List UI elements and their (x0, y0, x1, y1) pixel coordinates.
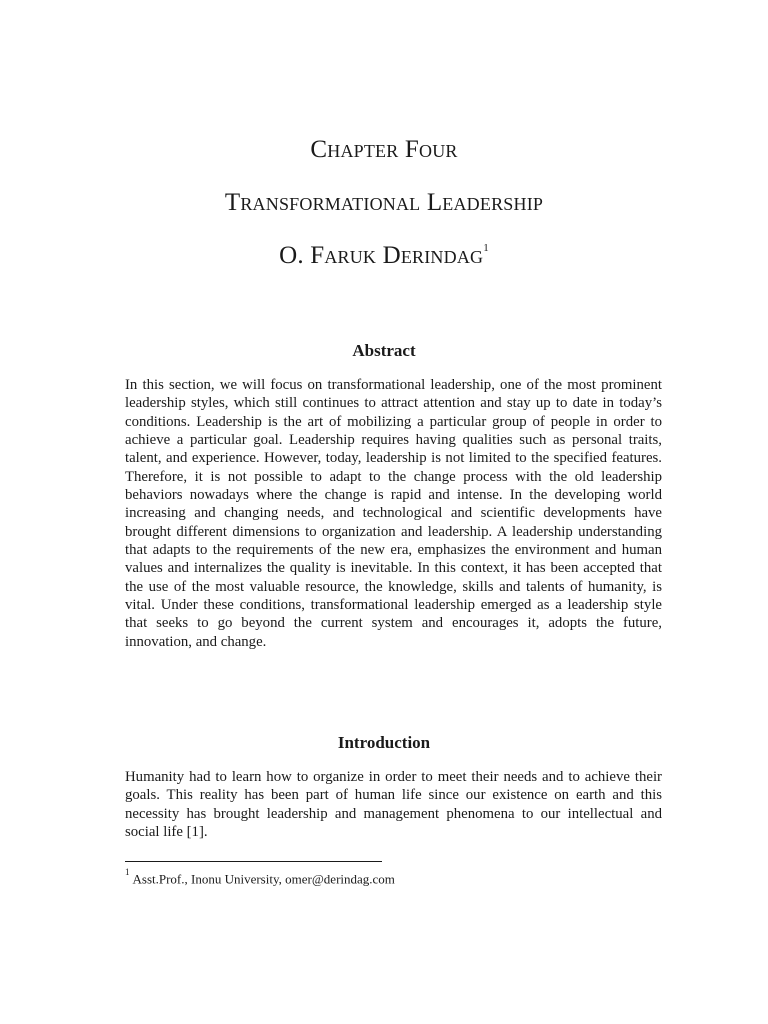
footnote-mark: 1 (125, 867, 130, 877)
chapter-subtitle: Transformational Leadership (224, 189, 544, 216)
author-name: O. Faruk Derindag (279, 242, 484, 269)
author-line (0, 242, 768, 270)
abstract-paragraph: In this section, we will focus on transformational leadership, one of the most prominent leadership styles, which still continues to attract attention and stay up to date in today’s conditions. Leadership is the art of mobilizing a particular group of people in order to achieve a particular goal. Leadership requires having qualities such as personal traits, talent, and experience. However, today, leadership is not limited to the specified features. Therefore, it is not possible to adapt to the change process with the old leadership behaviors nowadays where the change is rapid and intense. In the developing world increasing and changing needs, and technological and scientific developments have brought different dimensions to organization and leadership. A leadership understanding that adapts to the requirements of the new era, emphasizes the environment and human values and internalizes the quality is inevitable. In this context, it has been accepted that the use of the most valuable resource, the knowledge, skills and talents of humanity, is vital. Under these conditions, transformational leadership emerged as a leadership style that seeks to go beyond the current system and encourages it, adopts the future, innovation, and change. (125, 377, 662, 650)
footnote (125, 867, 395, 887)
introduction-paragraph: Humanity had to learn how to organize in order to meet their needs and to achieve their goals. This reality has been part of human life since our existence on earth and this necessity has brought leadership and management phenomena to our intellectual and social life [1]. (125, 769, 662, 841)
chapter-title: Chapter Four (310, 136, 458, 163)
footnote-text: Asst.Prof., Inonu University, omer@derindag.com (132, 871, 395, 887)
abstract-heading: Abstract (352, 341, 416, 360)
footnote-divider (125, 861, 382, 862)
author-footnote-mark[interactable]: 1 (483, 241, 489, 254)
introduction-heading: Introduction (337, 733, 431, 752)
